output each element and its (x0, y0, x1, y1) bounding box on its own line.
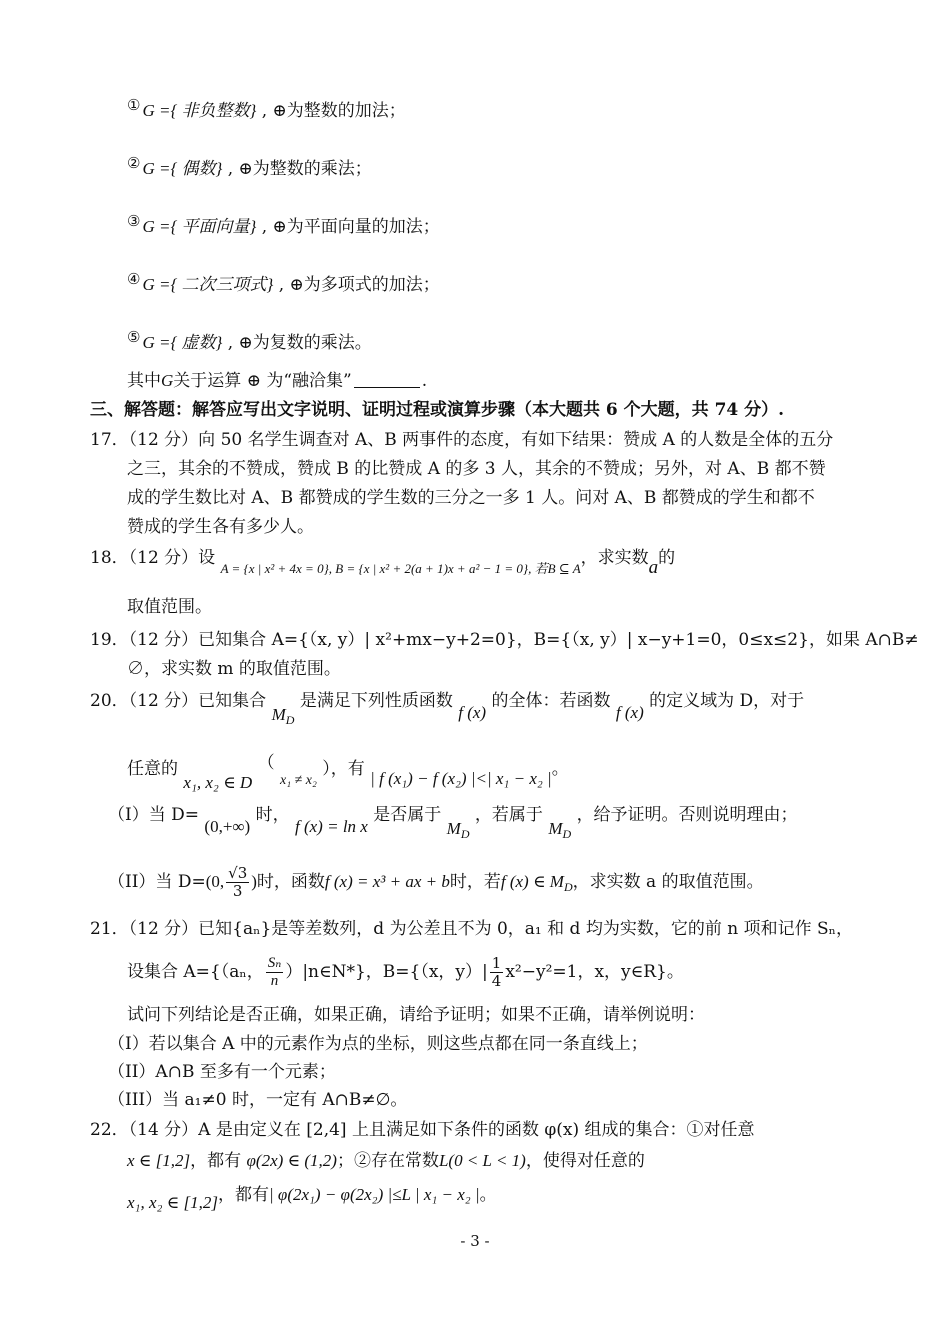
q21-line4: （I）若以集合 A 中的元素作为点的坐标，则这些点都在同一条直线上； (108, 1034, 648, 1054)
item-set: G ={ 偶数} (142, 159, 223, 178)
text: x²−y²=1，x，y∈R}。 (505, 962, 684, 982)
domain-open: (0, (205, 872, 225, 891)
x1-x2-domain: x₁, x₂ ∈ D (183, 773, 253, 792)
q20-part1 (108, 804, 798, 845)
set-m (271, 705, 295, 727)
q17-line4: 赞成的学生各有多少人。 (127, 517, 314, 537)
q19-line1: 19．（12 分）已知集合 A={（x, y）| x²+mx−y+2=0}，B={（x, y）| x−y+1=0，0≤x≤2}，如果 A∩B≠ (90, 630, 919, 650)
text: ；②存在常数 (336, 1151, 439, 1171)
text: ，使得对任意的 (525, 1151, 645, 1171)
q21-line2 (127, 952, 684, 992)
var-a: a (648, 557, 659, 578)
phi-range: φ(2x) ∈ (1,2) (246, 1151, 337, 1170)
set-m (548, 819, 572, 841)
item-set: G ={ 二次三项式} (142, 275, 274, 294)
item-1 (127, 94, 406, 122)
q17-line2: 之三，其余的不赞成，赞成 B 的比赞成 A 的多 3 人，其余的不赞成；另外，对 A、B 都不赞 (127, 459, 826, 479)
q20-line1 (90, 690, 804, 731)
text: （I）当 D= (108, 805, 199, 825)
text: 时，函数 (256, 872, 325, 892)
text: 为“融洽集” (266, 371, 352, 391)
item-number: ④ (127, 270, 141, 288)
page-number: - 3 - (460, 1232, 490, 1250)
m-letter: M (446, 819, 461, 838)
numerator: 1 (491, 954, 502, 972)
q17-line3: 成的学生数比对 A、B 都赞成的学生数的三分之一多 1 人。问对 A、B 都赞成的学生和都不 (127, 488, 815, 508)
text: ，求实数 (580, 548, 649, 568)
m-sub: D (563, 880, 573, 894)
lipschitz-inequality: | f (x₁) − f (x₂) |<| x₁ − x₂ | (370, 769, 552, 788)
m-sub: D (285, 713, 295, 727)
q20-part2 (108, 862, 764, 907)
text: 。 (551, 759, 569, 779)
m-sub: D (562, 827, 572, 841)
item-number: ③ (127, 212, 141, 230)
text: ，都有 (190, 1151, 242, 1171)
f-cubic: f (x) = x³ + ax + b (324, 872, 450, 891)
domain-close: ) (251, 872, 257, 891)
x-in-interval: x ∈ [1,2] (127, 1151, 191, 1170)
q20-line2 (127, 752, 569, 794)
item-operation: , ⊕为整数的加法； (261, 101, 406, 121)
l-constant: L(0 < L < 1) (438, 1151, 526, 1170)
q21-line1: 21．（12 分）已知{aₙ}是等差数列，d 为公差且不为 0，a₁ 和 d 均为实数，它的前 n 项和记作 Sₙ， (90, 919, 853, 939)
item-operation: , ⊕为复数的乘法。 (227, 333, 372, 353)
text: . (421, 371, 428, 391)
q18-line2: 取值范围。 (127, 597, 212, 617)
oplus-symbol: ⊕ (246, 371, 261, 391)
denominator: n (270, 973, 279, 989)
answer-blank[interactable] (354, 373, 420, 388)
text: 时， (255, 805, 290, 825)
q19-line2: ∅，求实数 m 的取值范围。 (127, 659, 341, 679)
fraction-sqrt3-over-3 (226, 865, 249, 900)
q21-line6: （III）当 a₁≠0 时，一定有 A∩B≠∅。 (108, 1090, 408, 1110)
text: （II）当 D= (108, 872, 206, 892)
m-letter: M (548, 819, 563, 838)
text: ，都有 (217, 1185, 269, 1205)
q18-formula: A = {x | x² + 4x = 0}, B = {x | x² + 2(a + 1)x + a² − 1 = 0}, 若B ⊆ A (220, 561, 581, 576)
q22-line2 (127, 1150, 645, 1172)
text: 其中 (127, 371, 161, 391)
text: 的定义域为 D，对于 (649, 691, 805, 711)
text: 关于运算 (173, 371, 242, 391)
q21-line5: （II）A∩B 至多有一个元素； (108, 1062, 336, 1082)
text: ，给予证明。否则说明理由； (576, 805, 798, 825)
q21-line3: 试问下列结论是否正确，如果正确，请给予证明；如果不正确，请举例说明： (127, 1005, 705, 1025)
x-neq: x₁ ≠ x₂ (280, 773, 317, 788)
item-operation: , ⊕为整数的乘法； (227, 159, 372, 179)
item-number: ⑤ (127, 328, 141, 346)
f-ln: f (x) = ln x (295, 817, 368, 836)
q17-line1: 17．（12 分）向 50 名学生调查对 A、B 两事件的态度，有如下结果：赞成 A 的人数是全体的五分 (90, 430, 834, 450)
item-2 (127, 152, 372, 180)
text: ，求实数 a 的取值范围。 (572, 872, 764, 892)
text: 20．（12 分）已知集合 (90, 691, 267, 711)
q22-line3 (127, 1184, 497, 1214)
q18-line1 (90, 547, 675, 580)
x1-x2-interval: x₁, x₂ ∈ [1,2] (127, 1193, 218, 1212)
text: 设集合 A={（aₙ， (127, 962, 264, 982)
text: 。 (479, 1185, 497, 1205)
fraction-1-over-4 (490, 955, 504, 990)
fx: f (x) (615, 703, 644, 722)
text: 是否属于 (373, 805, 442, 825)
fraction-sn-over-n (266, 955, 284, 990)
text: ）|n∈N*}，B={（x，y）| (285, 962, 488, 982)
q22-line1: 22．（14 分）A 是由定义在 [2,4] 上且满足如下条件的函数 φ(x) 组成的集合：①对任意 (90, 1120, 755, 1140)
text: 18．（12 分）设 (90, 548, 216, 568)
item-4 (127, 268, 440, 296)
m-letter: M (271, 705, 286, 724)
item-operation: , ⊕为平面向量的加法； (261, 217, 440, 237)
denominator: 4 (491, 972, 502, 990)
item-number: ① (127, 96, 141, 114)
item-set: G ={ 平面向量} (142, 217, 257, 236)
item-set: G ={ 非负整数} (142, 101, 257, 120)
m-sub: D (460, 827, 470, 841)
numerator: Sₙ (267, 955, 282, 971)
fx: f (x) (458, 703, 487, 722)
item-set: G ={ 虚数} (142, 333, 223, 352)
text: ，若属于 (474, 805, 543, 825)
text: 是满足下列性质函数 (299, 691, 453, 711)
item-operation: , ⊕为多项式的加法； (278, 275, 440, 295)
item-number: ② (127, 154, 141, 172)
f-in-m: f (x) ∈ M (500, 872, 564, 891)
section-heading: 三、解答题：解答应写出文字说明、证明过程或演算步骤（本大题共 6 个大题，共 74 分）. (90, 400, 785, 420)
text: ），有 (322, 759, 365, 779)
text: 时，若 (449, 872, 501, 892)
phi-inequality: | φ(2x₁) − φ(2x₂) |≤L | x₁ − x₂ | (268, 1185, 480, 1204)
item-5 (127, 326, 372, 354)
numerator: √3 (228, 864, 248, 882)
denominator: 3 (232, 882, 243, 900)
text: （ (257, 753, 275, 773)
domain: (0,+∞) (204, 817, 251, 836)
math-g: G (161, 371, 174, 390)
text: 的 (658, 548, 676, 568)
text: 任意的 (127, 759, 178, 779)
text: 的全体：若函数 (491, 691, 611, 711)
q16-conclusion (127, 370, 427, 392)
item-3 (127, 210, 440, 238)
set-m (446, 819, 470, 841)
